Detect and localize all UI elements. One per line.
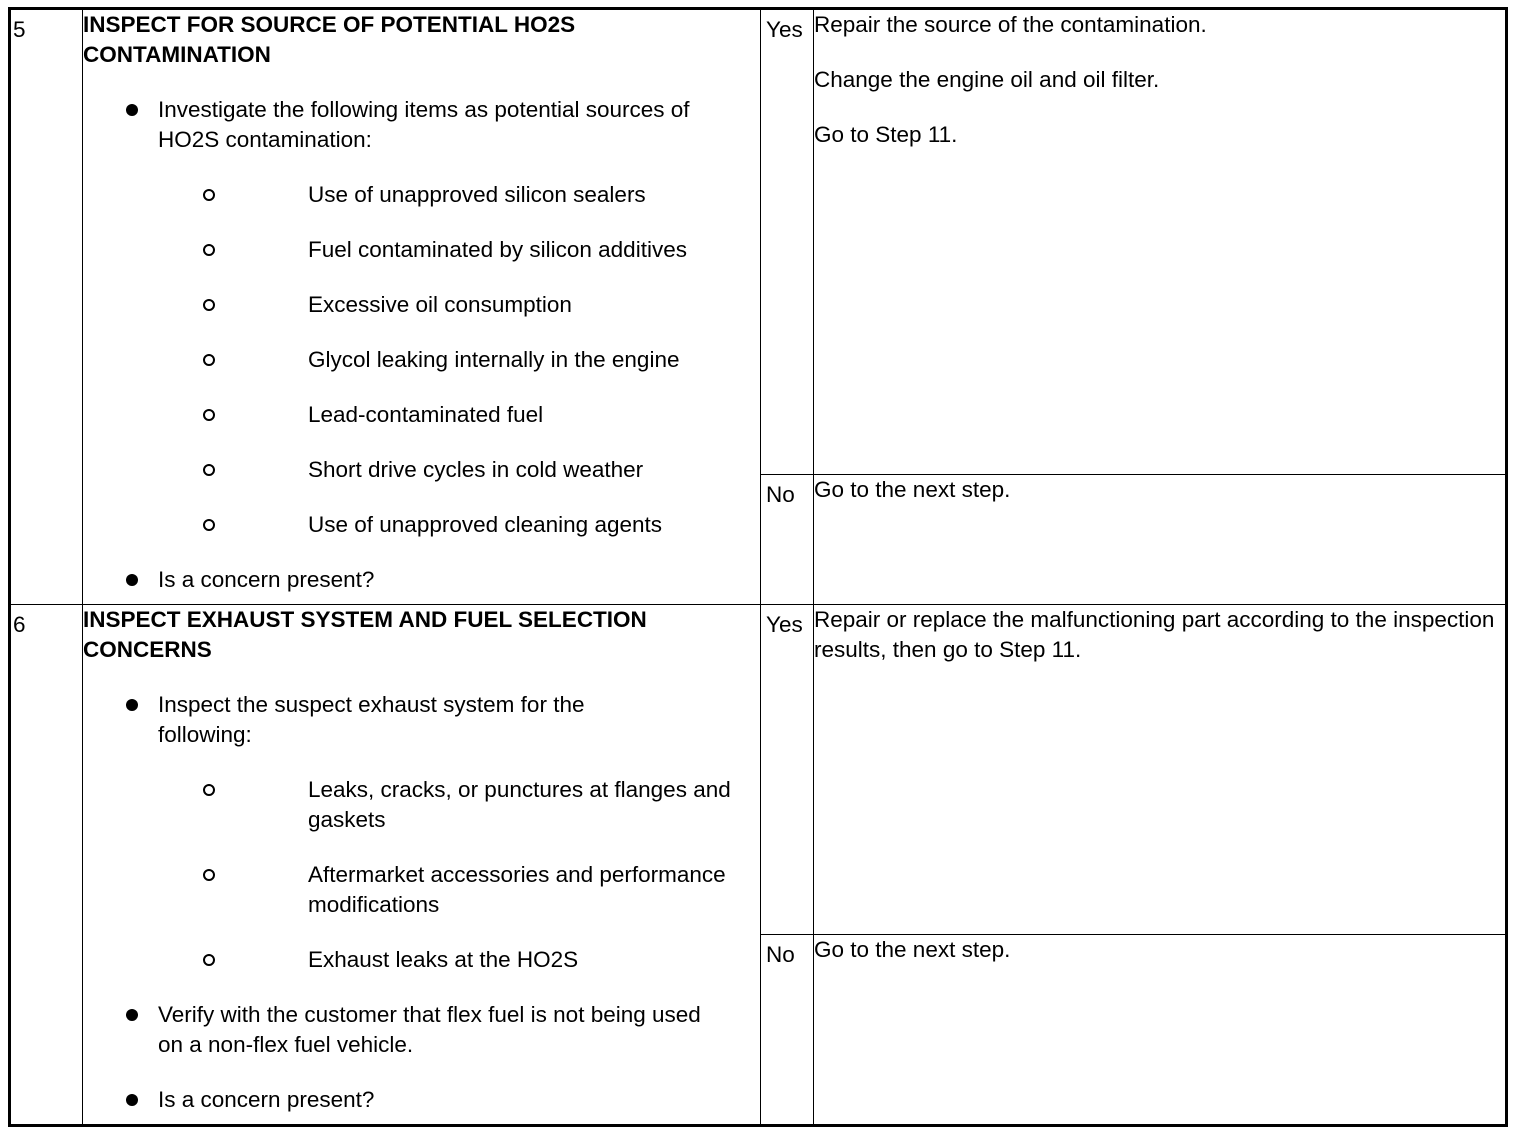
yes-label-cell — [761, 605, 814, 935]
bullet-item — [83, 690, 760, 975]
bullet-text: Verify with the customer that flex fuel is not being used on a non-flex fuel vehicle. — [158, 1002, 701, 1057]
sub-bullet-list — [158, 180, 760, 540]
step-title — [83, 10, 760, 70]
no-label-cell — [761, 475, 814, 605]
no-label: No — [766, 482, 795, 507]
diagnostic-table — [8, 7, 1508, 1127]
result-text: Go to Step 11. — [814, 122, 958, 147]
result-text: Go to the next step. — [814, 937, 1011, 962]
bullet-item — [83, 565, 760, 595]
step-6-number-cell — [10, 605, 83, 1126]
step-6-action-cell — [83, 605, 761, 1126]
step-title-line: CONTAMINATION — [83, 42, 271, 67]
sub-bullet-list — [158, 775, 760, 975]
sub-bullet-item: Fuel contaminated by silicon additives — [233, 235, 708, 265]
step-title-line: CONCERNS — [83, 637, 212, 662]
sub-bullet-item: Use of unapproved cleaning agents — [233, 510, 708, 540]
bullet-item — [83, 1085, 760, 1115]
step-number: 5 — [13, 17, 26, 42]
result-text: Go to the next step. — [814, 477, 1011, 502]
no-label: No — [766, 942, 795, 967]
sub-bullet-item: Use of unapproved silicon sealers — [233, 180, 708, 210]
step-6-bullets — [83, 690, 760, 1115]
step-6-yes-row — [10, 605, 1507, 935]
sub-bullet-item: Short drive cycles in cold weather — [233, 455, 708, 485]
no-result-cell — [814, 475, 1507, 605]
step-number: 6 — [13, 612, 26, 637]
step-title — [83, 605, 760, 665]
yes-label: Yes — [766, 17, 803, 42]
step-5-bullets — [83, 95, 760, 595]
no-result-cell — [814, 935, 1507, 1126]
bullet-text: Inspect the suspect exhaust system for the following: — [158, 692, 585, 747]
result-text: Repair the source of the contamination. — [814, 12, 1207, 37]
sub-bullet-item: Aftermarket accessories and performance modifications — [233, 860, 761, 920]
step-title-line: INSPECT EXHAUST SYSTEM AND FUEL SELECTION — [83, 607, 647, 632]
sub-bullet-item: Excessive oil consumption — [233, 290, 708, 320]
result-text: Repair or replace the malfunctioning part according to the inspection results, then go to Step 11. — [814, 607, 1495, 662]
bullet-item — [83, 95, 760, 540]
sub-bullet-item: Glycol leaking internally in the engine — [233, 345, 708, 375]
sub-bullet-item: Exhaust leaks at the HO2S — [233, 945, 708, 975]
bullet-item — [83, 1000, 760, 1060]
sub-bullet-item: Leaks, cracks, or punctures at flanges and gaskets — [233, 775, 738, 835]
step-5-action-cell — [83, 9, 761, 605]
yes-result-cell — [814, 9, 1507, 475]
bullet-text: Is a concern present? — [158, 1087, 375, 1112]
yes-result-cell — [814, 605, 1507, 935]
step-5-number-cell — [10, 9, 83, 605]
yes-label-cell — [761, 9, 814, 475]
yes-label: Yes — [766, 612, 803, 637]
result-text: Change the engine oil and oil filter. — [814, 67, 1160, 92]
sub-bullet-item: Lead-contaminated fuel — [233, 400, 708, 430]
bullet-text: Investigate the following items as potential sources of HO2S contamination: — [158, 97, 690, 152]
step-5-yes-row — [10, 9, 1507, 475]
step-title-line: INSPECT FOR SOURCE OF POTENTIAL HO2S — [83, 12, 576, 37]
no-label-cell — [761, 935, 814, 1126]
bullet-text: Is a concern present? — [158, 567, 375, 592]
